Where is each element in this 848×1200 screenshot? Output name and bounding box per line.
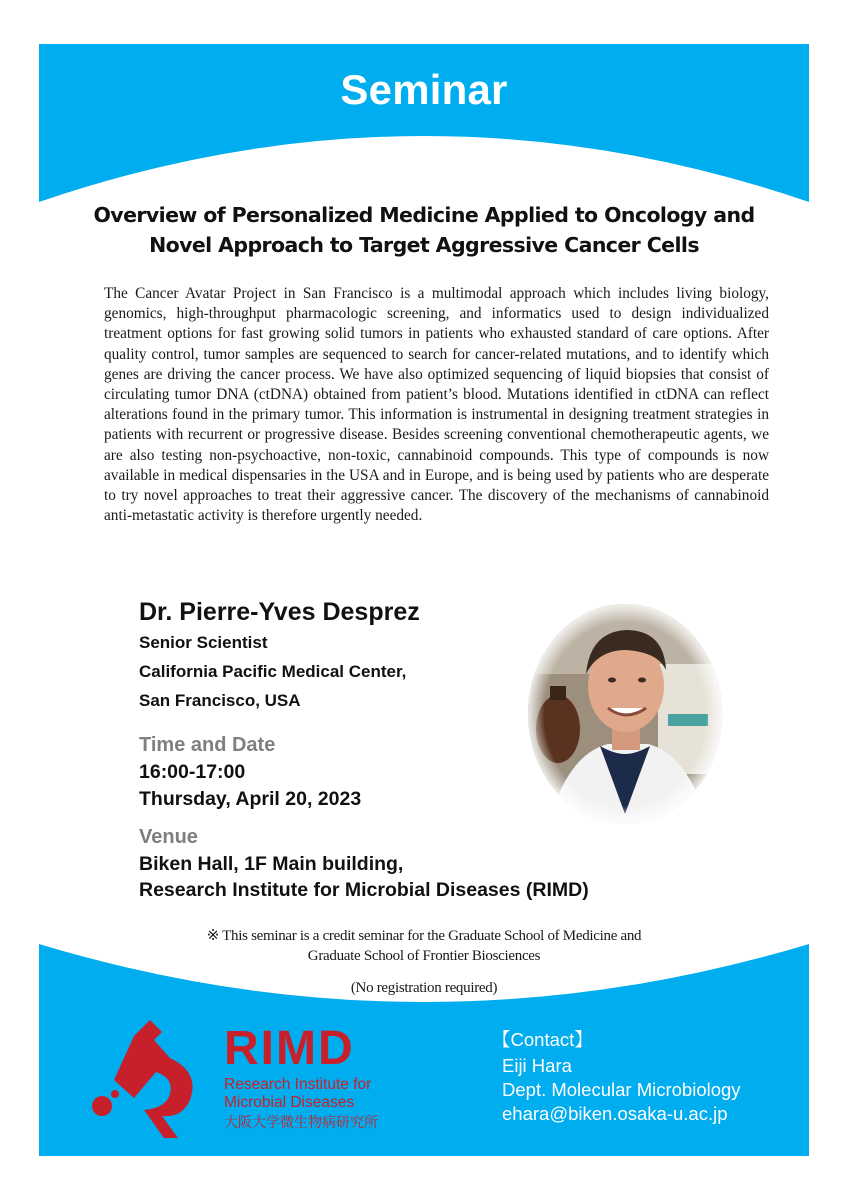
contact-name: Eiji Hara <box>502 1055 572 1076</box>
contact-heading: 【Contact】 <box>492 1029 593 1050</box>
speaker-portrait-illustration <box>528 604 722 824</box>
venue-line-2: Research Institute for Microbial Diseases (RIMD) <box>139 879 589 901</box>
contact-email[interactable]: ehara@biken.osaka-u.ac.jp <box>502 1103 728 1124</box>
microscope-logo-icon <box>92 1018 212 1138</box>
contact-department: Dept. Molecular Microbiology <box>502 1079 741 1100</box>
seminar-heading: Seminar <box>340 66 508 113</box>
event-date: Thursday, April 20, 2023 <box>139 788 362 810</box>
venue-line-1: Biken Hall, 1F Main building, <box>139 853 404 875</box>
abstract-text: The Cancer Avatar Project in San Francisco is a multimodal approach which includes living biology, genomics, high-throughput pharmacologic screening, and informatics used to design individualized treatment options for fast growing solid tumors in patients who exhausted standard of care options. After quality control, tumor samples are sequenced to search for cancer-related mutations, and to identify which genes are driving the cancer process. We have also optimized sequencing of liquid biopsies that consist of circulating tumor DNA (ctDNA) obtained from patient’s blood. Mutations identified in ctDNA can reflect alterations found in the primary tumor. This information is instrumental in designing treatment strategies in patients with recurrent or progressive disease. Besides screening conventional chemotherapeutic agents, we are also testing non-psychoactive, non-toxic, cannabinoid compounds. This type of compounds is now available in medical dispensaries in the USA and in Europe, and is being used by patients who are desperate to try novel approaches to treat their aggressive cancer. The discovery of the mechanisms of cannabinoid anti-metastatic activity is therefore urgently needed. <box>104 285 769 525</box>
speaker-location: San Francisco, USA <box>139 691 301 710</box>
talk-title <box>40 200 808 260</box>
rimd-name-japanese: 大阪大学微生物病研究所 <box>224 1114 378 1130</box>
registration-note: (No registration required) <box>350 980 498 996</box>
event-time: 16:00-17:00 <box>139 761 246 783</box>
talk-title-line-2: Novel Approach to Target Aggressive Cancer Cells <box>149 233 699 257</box>
rimd-name-line-1: Research Institute for <box>224 1076 372 1093</box>
rimd-name-line-2: Microbial Diseases <box>224 1094 355 1111</box>
venue-label: Venue <box>139 826 198 848</box>
speaker-affiliation: California Pacific Medical Center, <box>139 662 407 681</box>
rimd-logo <box>92 1018 392 1138</box>
speaker-position: Senior Scientist <box>139 633 268 652</box>
speaker-name: Dr. Pierre-Yves Desprez <box>139 598 420 626</box>
rimd-acronym: RIMD <box>224 1022 355 1075</box>
time-date-label: Time and Date <box>139 734 276 756</box>
talk-title-line-1: Overview of Personalized Medicine Applied to Oncology and <box>93 203 755 227</box>
credit-note-line-2: Graduate School of Frontier Biosciences <box>307 948 541 964</box>
credit-note-line-1: ※ This seminar is a credit seminar for the Graduate School of Medicine and <box>206 928 642 944</box>
speaker-photo <box>528 604 722 824</box>
